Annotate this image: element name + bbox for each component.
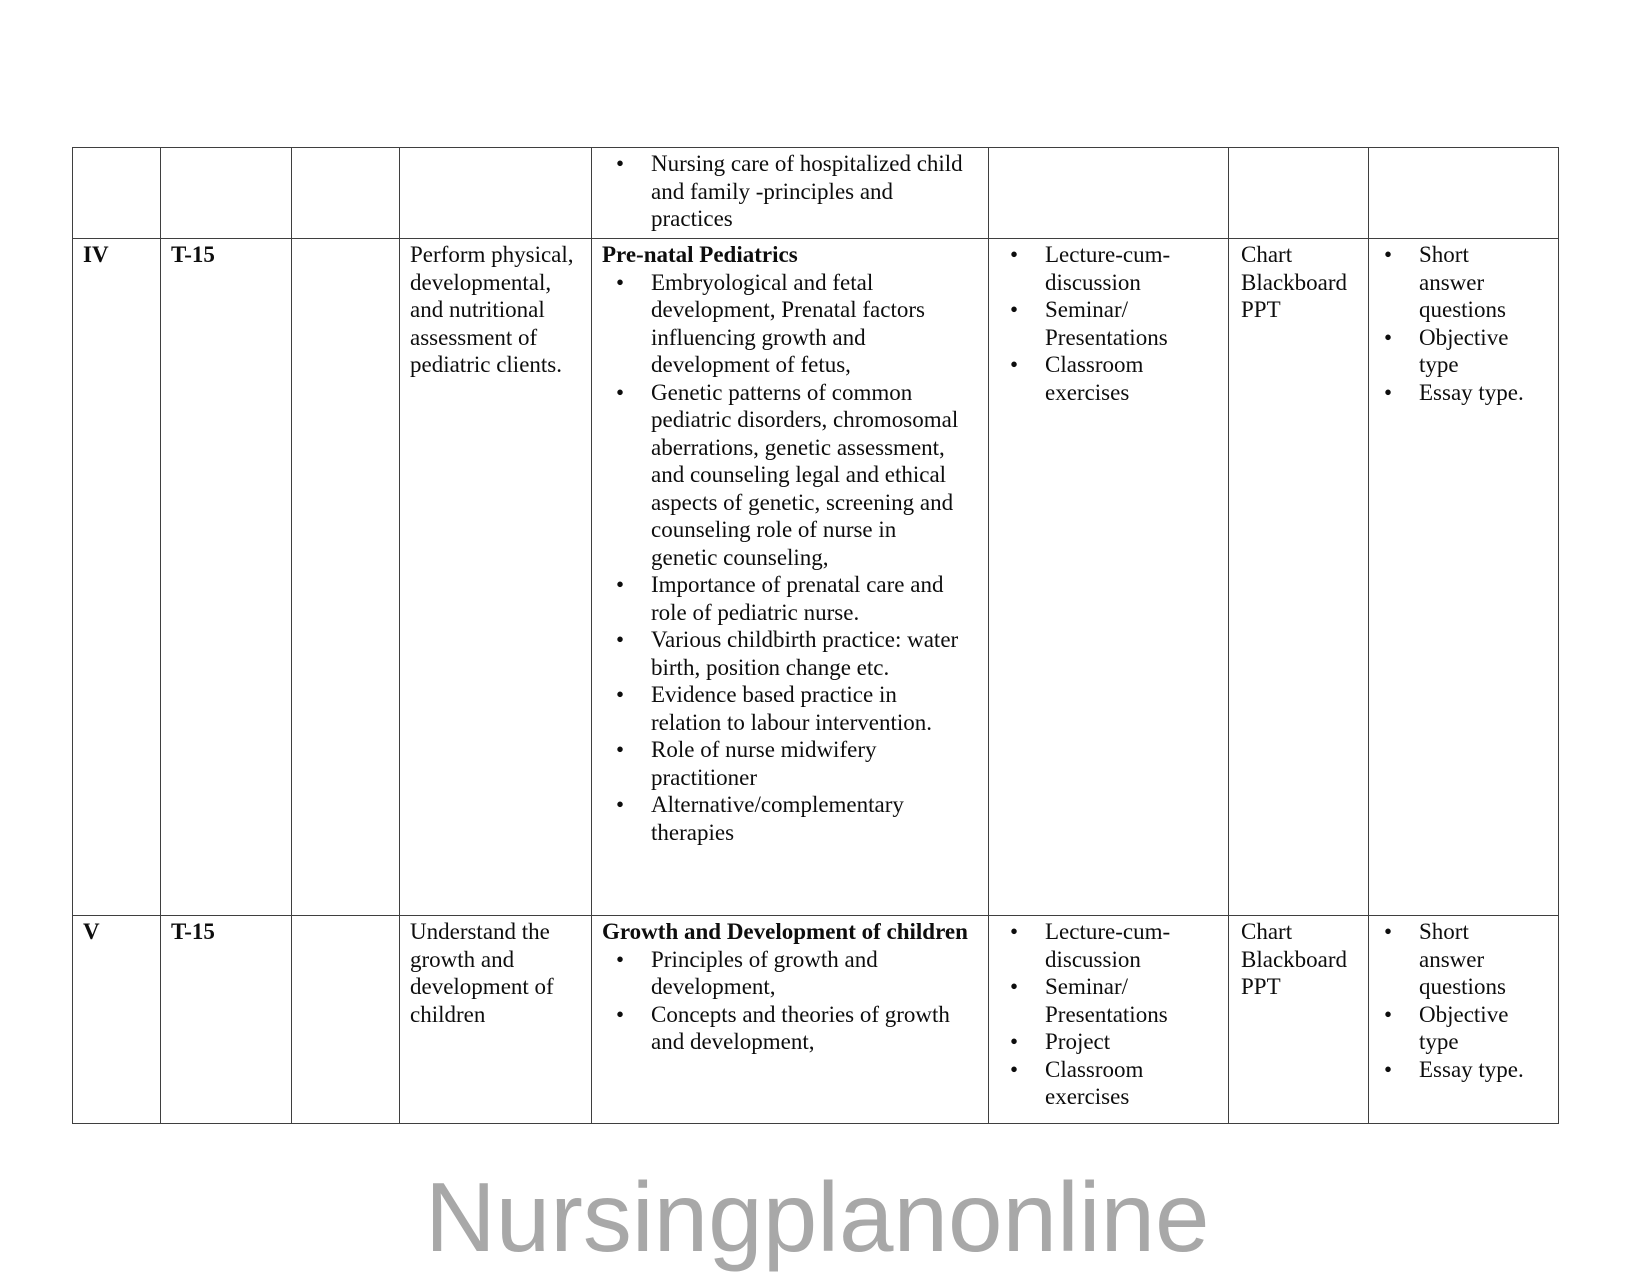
av-aids-list (1239, 918, 1362, 1001)
bullet-item: • Short answer questions (1379, 241, 1552, 324)
hours-cell: T-15 (161, 916, 292, 1124)
content-bullet-list (602, 269, 982, 847)
av-aids-list (1239, 241, 1362, 324)
av-aids-cell (1229, 148, 1369, 239)
blank-cell (292, 239, 400, 916)
content-cell (592, 916, 989, 1124)
bullet-item: • Lecture-cum-discussion (999, 241, 1222, 296)
teaching-methods-cell (989, 148, 1229, 239)
watermark: Nursingplanonline (425, 1162, 1210, 1272)
content-cell (592, 148, 989, 239)
bullet-item: • Role of nurse midwifery practitioner (602, 736, 982, 791)
content-bullet-list (602, 946, 982, 1056)
table-row-continuation (73, 148, 1559, 239)
hours-cell (161, 148, 292, 239)
bullet-item: • Lecture-cum-discussion (999, 918, 1222, 973)
bullet-item: PPT (1241, 974, 1281, 999)
assessment-cell (1369, 239, 1559, 916)
bullet-item: • Various childbirth practice: water birth, position change etc. (602, 626, 982, 681)
assessment-list (1379, 241, 1552, 406)
bullet-item: • Objective type (1379, 1001, 1552, 1056)
unit-cell: V (73, 916, 161, 1124)
table-row-unit-v (73, 916, 1559, 1124)
assessment-cell (1369, 148, 1559, 239)
bullet-item: • Alternative/complementary therapies (602, 791, 982, 846)
bullet-item: • Embryological and fetal development, Prenatal factors influencing growth and development of fetus, (602, 269, 982, 379)
objectives-cell: Understand the growth and development of children (400, 916, 592, 1124)
bullet-item: • Principles of growth and development, (602, 946, 982, 1001)
teaching-methods-list (999, 918, 1222, 1111)
assessment-list (1379, 918, 1552, 1083)
assessment-cell (1369, 916, 1559, 1124)
bullet-item: • Genetic patterns of common pediatric disorders, chromosomal aberrations, genetic assessment, and counseling legal and ethical aspects of genetic, screening and counseling role of nurse in genetic counseling, (602, 379, 982, 572)
content-header: Pre-natal Pediatrics (602, 242, 798, 267)
bullet-item: PPT (1241, 297, 1281, 322)
bullet-item: • Project (999, 1028, 1222, 1056)
bullet-item: Blackboard (1241, 269, 1348, 295)
bullet-item: • Nursing care of hospitalized child and family -principles and practices (602, 150, 982, 233)
bullet-item: Blackboard (1241, 946, 1348, 972)
bullet-item: • Classroom exercises (999, 351, 1222, 406)
bullet-item: • Evidence based practice in relation to labour intervention. (602, 681, 982, 736)
table-row-unit-iv (73, 239, 1559, 916)
bullet-item: • Concepts and theories of growth and development, (602, 1001, 982, 1056)
blank-cell (292, 916, 400, 1124)
hours-cell: T-15 (161, 239, 292, 916)
content-bullet-list (602, 150, 982, 233)
bullet-item: • Objective type (1379, 324, 1552, 379)
teaching-methods-cell (989, 239, 1229, 916)
blank-cell (292, 148, 400, 239)
curriculum-table (72, 147, 1559, 1124)
av-aids-cell (1229, 916, 1369, 1124)
objectives-cell: Perform physical, developmental, and nutritional assessment of pediatric clients. (400, 239, 592, 916)
bullet-item: • Classroom exercises (999, 1056, 1222, 1111)
objectives-cell (400, 148, 592, 239)
av-aids-cell (1229, 239, 1369, 916)
bullet-item: • Essay type. (1379, 379, 1552, 407)
bullet-item: Chart (1241, 242, 1293, 267)
teaching-methods-cell (989, 916, 1229, 1124)
teaching-methods-list (999, 241, 1222, 406)
content-cell (592, 239, 989, 916)
bullet-item: • Essay type. (1379, 1056, 1552, 1084)
content-header: Growth and Development of children (602, 919, 968, 944)
unit-cell: IV (73, 239, 161, 916)
bullet-item: • Seminar/ Presentations (999, 973, 1222, 1028)
unit-cell (73, 148, 161, 239)
bullet-item: • Importance of prenatal care and role of pediatric nurse. (602, 571, 982, 626)
bullet-item: Chart (1241, 919, 1293, 944)
bullet-item: • Short answer questions (1379, 918, 1552, 1001)
bullet-item: • Seminar/ Presentations (999, 296, 1222, 351)
